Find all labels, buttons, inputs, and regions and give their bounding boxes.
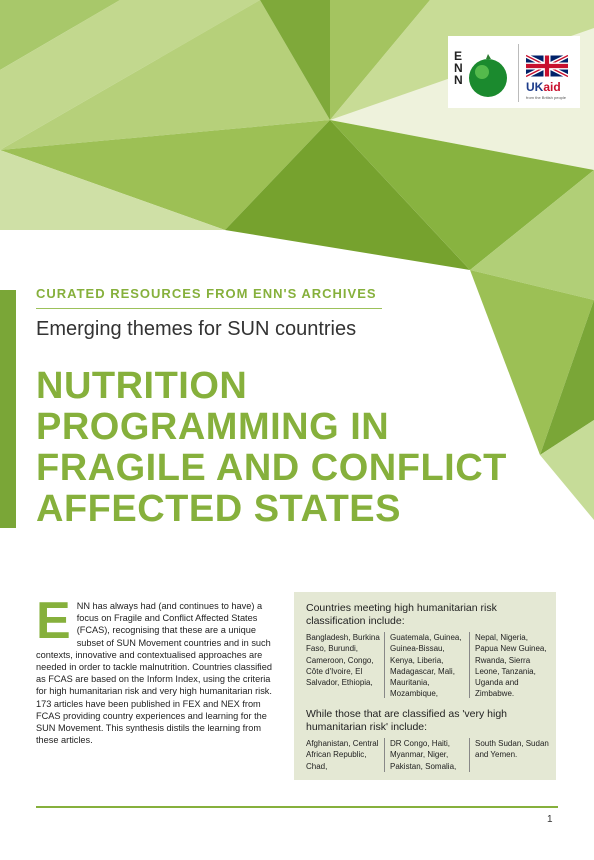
column-divider bbox=[469, 632, 470, 698]
very-high-risk-column: Afghanistan, Central African Republic, Chad, bbox=[306, 739, 379, 771]
eyebrow-heading: CURATED RESOURCES FROM ENN'S ARCHIVES bbox=[36, 286, 377, 301]
very-high-risk-heading: While those that are classified as 'very high humanitarian risk' include: bbox=[306, 708, 508, 733]
footer-divider bbox=[36, 806, 558, 808]
high-risk-column: Bangladesh, Burkina Faso, Burundi, Cameroon, Congo, Côte d'Ivoire, El Salvador, Ethiopia, bbox=[306, 633, 380, 688]
page-title bbox=[36, 366, 556, 530]
high-risk-column: Nepal, Nigeria, Papua New Guinea, Rwanda, Sierra Leone, Tanzania, Uganda and Zimbabwe. bbox=[475, 633, 547, 699]
column-divider bbox=[384, 738, 385, 772]
drop-cap: E bbox=[36, 592, 71, 650]
high-risk-column: Guatemala, Guinea, Guinea-Bissau, Kenya, Liberia, Madagascar, Mali, Mauritania, Mozambique, bbox=[390, 633, 462, 699]
logo-area bbox=[452, 44, 572, 104]
country-list-box bbox=[294, 592, 556, 780]
intro-text: NN has always had (and continues to have) a focus on Fragile and Conflict Affected States (FCAS), recognising that these are a unique subset of SUN Movement countries and in such contexts, innovative and contextualised approaches are needed in order to tackle malnutrition. Countries classified as FCAS are based on the Inform Index, using the criteria for high humanitarian risk and very high humanitarian risk. 173 articles have been published in FEX and NEX from FCAS providing country experiences and learning for the SUN Movement. This synthesis distils the learning from these articles. bbox=[36, 601, 272, 746]
high-risk-heading: Countries meeting high humanitarian risk classification include: bbox=[306, 602, 497, 627]
logo-divider bbox=[518, 44, 519, 102]
enn-globe-icon bbox=[466, 52, 512, 100]
title-line: AFFECTED STATES bbox=[36, 488, 401, 530]
intro-paragraph bbox=[36, 592, 276, 746]
left-accent-bar bbox=[0, 290, 16, 528]
title-line: NUTRITION bbox=[36, 365, 248, 407]
enn-logo-text: E N N bbox=[454, 49, 463, 87]
page-subtitle: Emerging themes for SUN countries bbox=[36, 318, 357, 340]
very-high-risk-column: South Sudan, Sudan and Yemen. bbox=[475, 739, 549, 760]
column-divider bbox=[384, 632, 385, 698]
title-line: FRAGILE AND CONFLICT bbox=[36, 447, 507, 489]
page-number: 1 bbox=[547, 814, 553, 825]
ukaid-tagline: from the British people bbox=[526, 95, 567, 100]
title-line: PROGRAMMING IN bbox=[36, 406, 390, 448]
column-divider bbox=[469, 738, 470, 772]
very-high-risk-column: DR Congo, Haiti, Myanmar, Niger, Pakistan, Somalia, bbox=[390, 739, 457, 771]
union-flag-icon bbox=[526, 54, 568, 78]
ukaid-logo-text: UKaid bbox=[526, 80, 561, 94]
eyebrow-divider bbox=[36, 308, 382, 309]
